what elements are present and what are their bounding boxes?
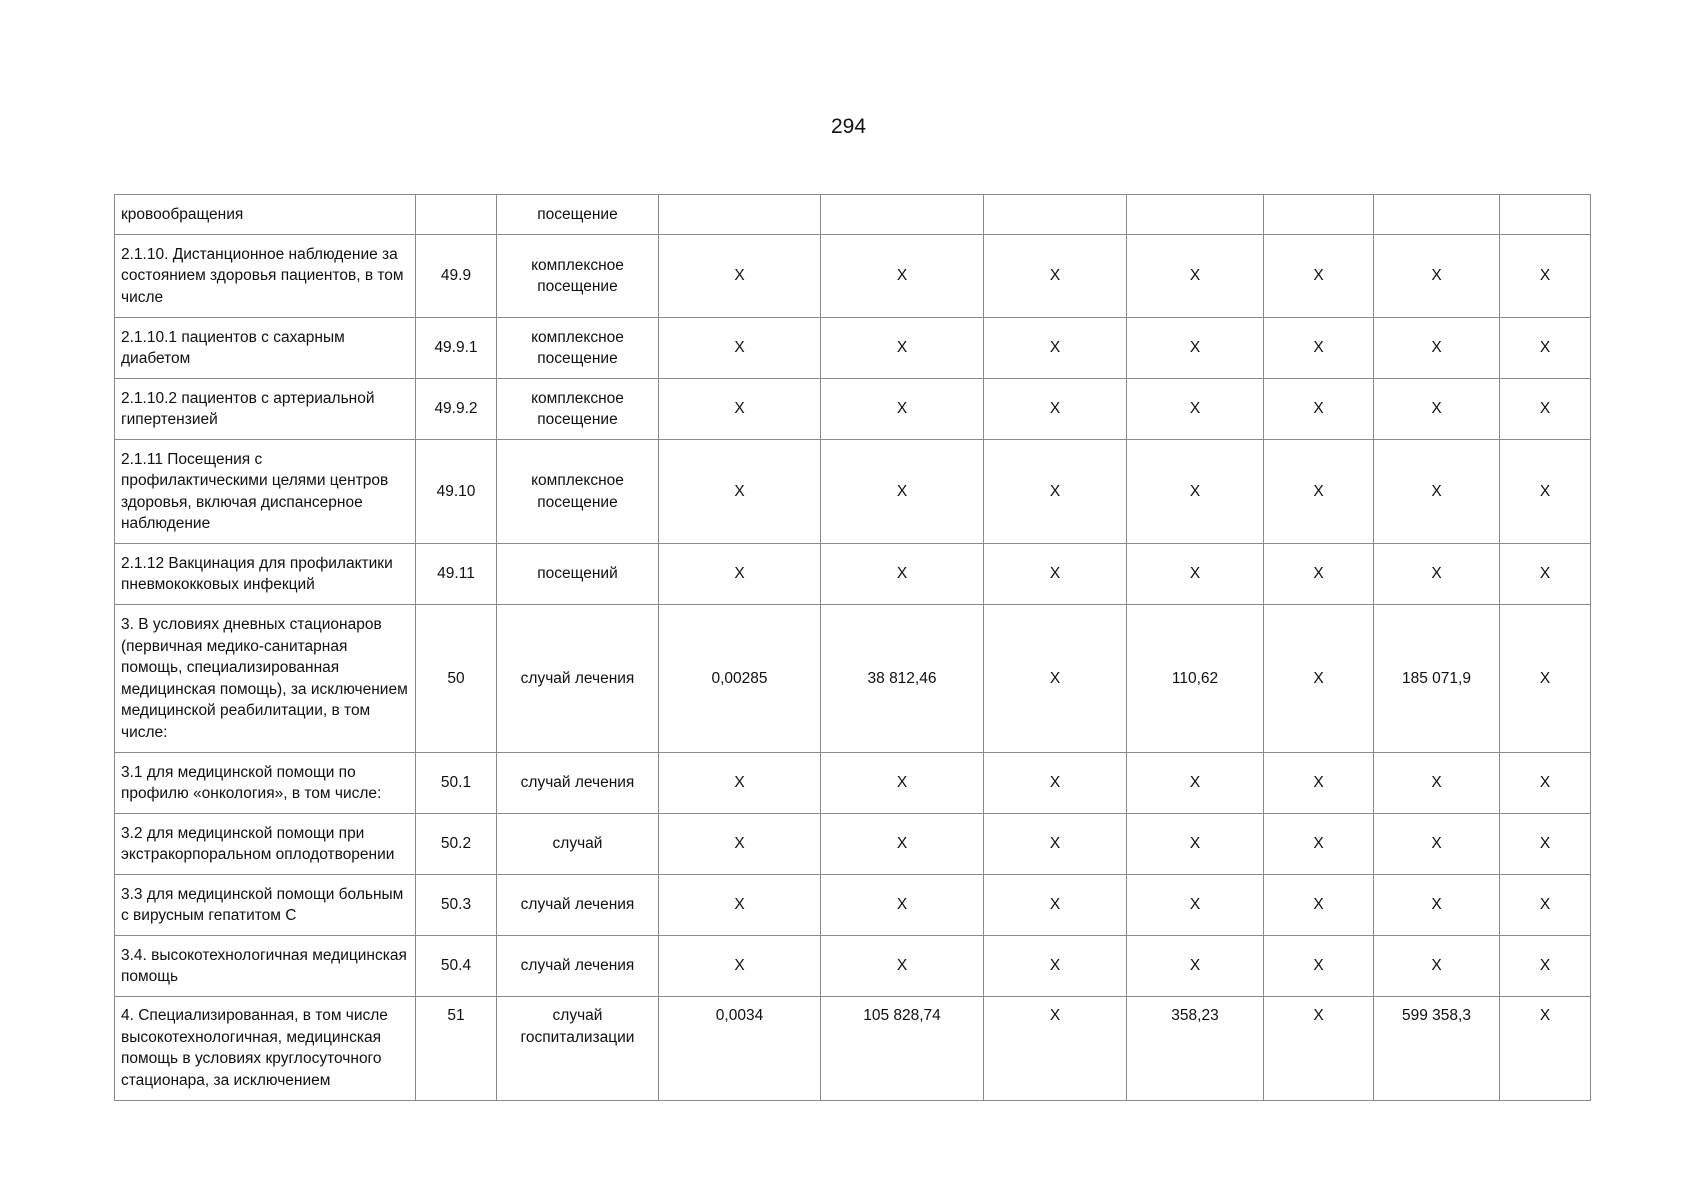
row-unit-cell: комплексное посещение — [497, 235, 659, 318]
row-value-cell: Х — [821, 544, 984, 605]
row-unit-cell: комплексное посещение — [497, 440, 659, 544]
row-value-cell: Х — [984, 997, 1127, 1101]
row-value-cell: Х — [984, 753, 1127, 814]
row-value-cell: 38 812,46 — [821, 605, 984, 753]
row-value-cell: Х — [984, 544, 1127, 605]
row-value-cell: Х — [659, 235, 821, 318]
row-value-cell — [1500, 195, 1591, 235]
page-number: 294 — [830, 115, 867, 138]
row-value-cell: Х — [1374, 936, 1500, 997]
row-code-cell: 50 — [416, 605, 497, 753]
row-value-cell: 105 828,74 — [821, 997, 984, 1101]
row-value-cell: Х — [1264, 936, 1374, 997]
row-value-cell: Х — [1500, 544, 1591, 605]
table-row — [115, 997, 1591, 1101]
row-value-cell: Х — [821, 440, 984, 544]
row-value-cell: Х — [1500, 605, 1591, 753]
row-value-cell: Х — [659, 318, 821, 379]
row-value-cell: Х — [1264, 379, 1374, 440]
row-value-cell: Х — [821, 318, 984, 379]
row-value-cell: Х — [1500, 318, 1591, 379]
row-name-cell: 2.1.12 Вакцинация для профилактики пневмококковых инфекций — [115, 544, 416, 605]
table-row — [115, 875, 1591, 936]
row-code-cell: 49.10 — [416, 440, 497, 544]
row-value-cell: Х — [821, 814, 984, 875]
row-value-cell: Х — [1500, 235, 1591, 318]
row-value-cell: Х — [1127, 936, 1264, 997]
row-value-cell: Х — [1127, 814, 1264, 875]
row-value-cell: Х — [659, 379, 821, 440]
row-value-cell: Х — [1374, 875, 1500, 936]
row-code-cell: 50.3 — [416, 875, 497, 936]
row-value-cell: Х — [1127, 753, 1264, 814]
row-code-cell: 50.2 — [416, 814, 497, 875]
row-unit-cell: случай лечения — [497, 875, 659, 936]
row-value-cell: Х — [1500, 997, 1591, 1101]
table-row — [115, 440, 1591, 544]
row-value-cell: Х — [1374, 544, 1500, 605]
row-value-cell: Х — [1264, 605, 1374, 753]
row-code-cell — [416, 195, 497, 235]
table-row — [115, 544, 1591, 605]
row-unit-cell: комплексное посещение — [497, 379, 659, 440]
row-value-cell: Х — [659, 814, 821, 875]
row-value-cell: Х — [659, 440, 821, 544]
row-name-cell: 3.3 для медицинской помощи больным с вирусным гепатитом С — [115, 875, 416, 936]
row-value-cell — [1127, 195, 1264, 235]
row-value-cell — [1374, 195, 1500, 235]
row-value-cell: 0,00285 — [659, 605, 821, 753]
row-value-cell: Х — [1127, 379, 1264, 440]
row-code-cell: 49.9.2 — [416, 379, 497, 440]
row-name-cell: 4. Специализированная, в том числе высокотехнологичная, медицинская помощь в условиях круглосуточного стационара, за исключением — [115, 997, 416, 1101]
table-row — [115, 195, 1591, 235]
row-value-cell: Х — [1374, 379, 1500, 440]
row-value-cell: Х — [1374, 440, 1500, 544]
row-name-cell: 3.4. высокотехнологичная медицинская помощь — [115, 936, 416, 997]
table-row — [115, 605, 1591, 753]
row-value-cell: Х — [1500, 814, 1591, 875]
row-unit-cell: комплексное посещение — [497, 318, 659, 379]
data-table — [114, 194, 1591, 1101]
row-value-cell: 599 358,3 — [1374, 997, 1500, 1101]
row-value-cell: Х — [1500, 379, 1591, 440]
row-value-cell: Х — [1264, 753, 1374, 814]
row-value-cell: Х — [1500, 440, 1591, 544]
row-value-cell: Х — [1127, 235, 1264, 318]
row-value-cell: Х — [984, 318, 1127, 379]
row-unit-cell: случай — [497, 814, 659, 875]
row-code-cell: 49.9 — [416, 235, 497, 318]
row-name-cell: 3. В условиях дневных стационаров (первичная медико-санитарная помощь, специализированная медицинская помощь), за исключением медицинской реабилитации, в том числе: — [115, 605, 416, 753]
row-unit-cell: посещение — [497, 195, 659, 235]
row-code-cell: 50.1 — [416, 753, 497, 814]
row-name-cell: 3.2 для медицинской помощи при экстракорпоральном оплодотворении — [115, 814, 416, 875]
row-value-cell: Х — [1264, 544, 1374, 605]
row-value-cell: Х — [821, 235, 984, 318]
row-value-cell: Х — [1500, 875, 1591, 936]
row-code-cell: 50.4 — [416, 936, 497, 997]
row-name-cell: 2.1.11 Посещения с профилактическими целями центров здоровья, включая диспансерное наблюдение — [115, 440, 416, 544]
row-value-cell: Х — [1264, 440, 1374, 544]
row-value-cell: Х — [659, 875, 821, 936]
row-unit-cell: случай лечения — [497, 936, 659, 997]
row-value-cell — [659, 195, 821, 235]
row-value-cell: Х — [1127, 544, 1264, 605]
row-value-cell: Х — [1127, 875, 1264, 936]
row-value-cell: Х — [984, 235, 1127, 318]
table-row — [115, 318, 1591, 379]
row-code-cell: 49.11 — [416, 544, 497, 605]
row-value-cell: Х — [984, 875, 1127, 936]
row-value-cell: Х — [821, 936, 984, 997]
row-value-cell: Х — [821, 875, 984, 936]
row-value-cell: Х — [984, 605, 1127, 753]
row-value-cell: Х — [659, 753, 821, 814]
row-value-cell: Х — [1264, 318, 1374, 379]
row-value-cell: Х — [659, 936, 821, 997]
row-name-cell: 2.1.10.2 пациентов с артериальной гипертензией — [115, 379, 416, 440]
row-value-cell: Х — [1127, 318, 1264, 379]
row-value-cell: 110,62 — [1127, 605, 1264, 753]
row-value-cell — [1264, 195, 1374, 235]
row-value-cell: Х — [984, 936, 1127, 997]
row-value-cell: Х — [984, 814, 1127, 875]
row-value-cell: 358,23 — [1127, 997, 1264, 1101]
row-code-cell: 49.9.1 — [416, 318, 497, 379]
row-unit-cell: случай лечения — [497, 753, 659, 814]
row-unit-cell: посещений — [497, 544, 659, 605]
table-row — [115, 936, 1591, 997]
row-value-cell: Х — [984, 440, 1127, 544]
row-value-cell: Х — [1127, 440, 1264, 544]
row-value-cell: Х — [1264, 235, 1374, 318]
table-row — [115, 753, 1591, 814]
row-value-cell: Х — [984, 379, 1127, 440]
row-value-cell: Х — [1264, 875, 1374, 936]
row-unit-cell: случай госпитализации — [497, 997, 659, 1101]
row-value-cell — [821, 195, 984, 235]
row-value-cell: Х — [1374, 814, 1500, 875]
row-value-cell: Х — [1374, 753, 1500, 814]
table-row — [115, 814, 1591, 875]
table-body — [115, 195, 1591, 1101]
row-unit-cell: случай лечения — [497, 605, 659, 753]
row-value-cell: Х — [1374, 235, 1500, 318]
row-value-cell: Х — [1500, 936, 1591, 997]
row-name-cell: 2.1.10.1 пациентов с сахарным диабетом — [115, 318, 416, 379]
row-code-cell: 51 — [416, 997, 497, 1101]
row-value-cell: Х — [659, 544, 821, 605]
row-value-cell: 0,0034 — [659, 997, 821, 1101]
row-value-cell: Х — [1264, 997, 1374, 1101]
row-name-cell: 3.1 для медицинской помощи по профилю «онкология», в том числе: — [115, 753, 416, 814]
row-value-cell: Х — [1264, 814, 1374, 875]
row-value-cell: Х — [1374, 318, 1500, 379]
row-value-cell: 185 071,9 — [1374, 605, 1500, 753]
row-value-cell — [984, 195, 1127, 235]
row-name-cell: 2.1.10. Дистанционное наблюдение за состоянием здоровья пациентов, в том числе — [115, 235, 416, 318]
table-row — [115, 379, 1591, 440]
table-row — [115, 235, 1591, 318]
row-value-cell: Х — [821, 753, 984, 814]
row-value-cell: Х — [821, 379, 984, 440]
row-name-cell: кровообращения — [115, 195, 416, 235]
row-value-cell: Х — [1500, 753, 1591, 814]
